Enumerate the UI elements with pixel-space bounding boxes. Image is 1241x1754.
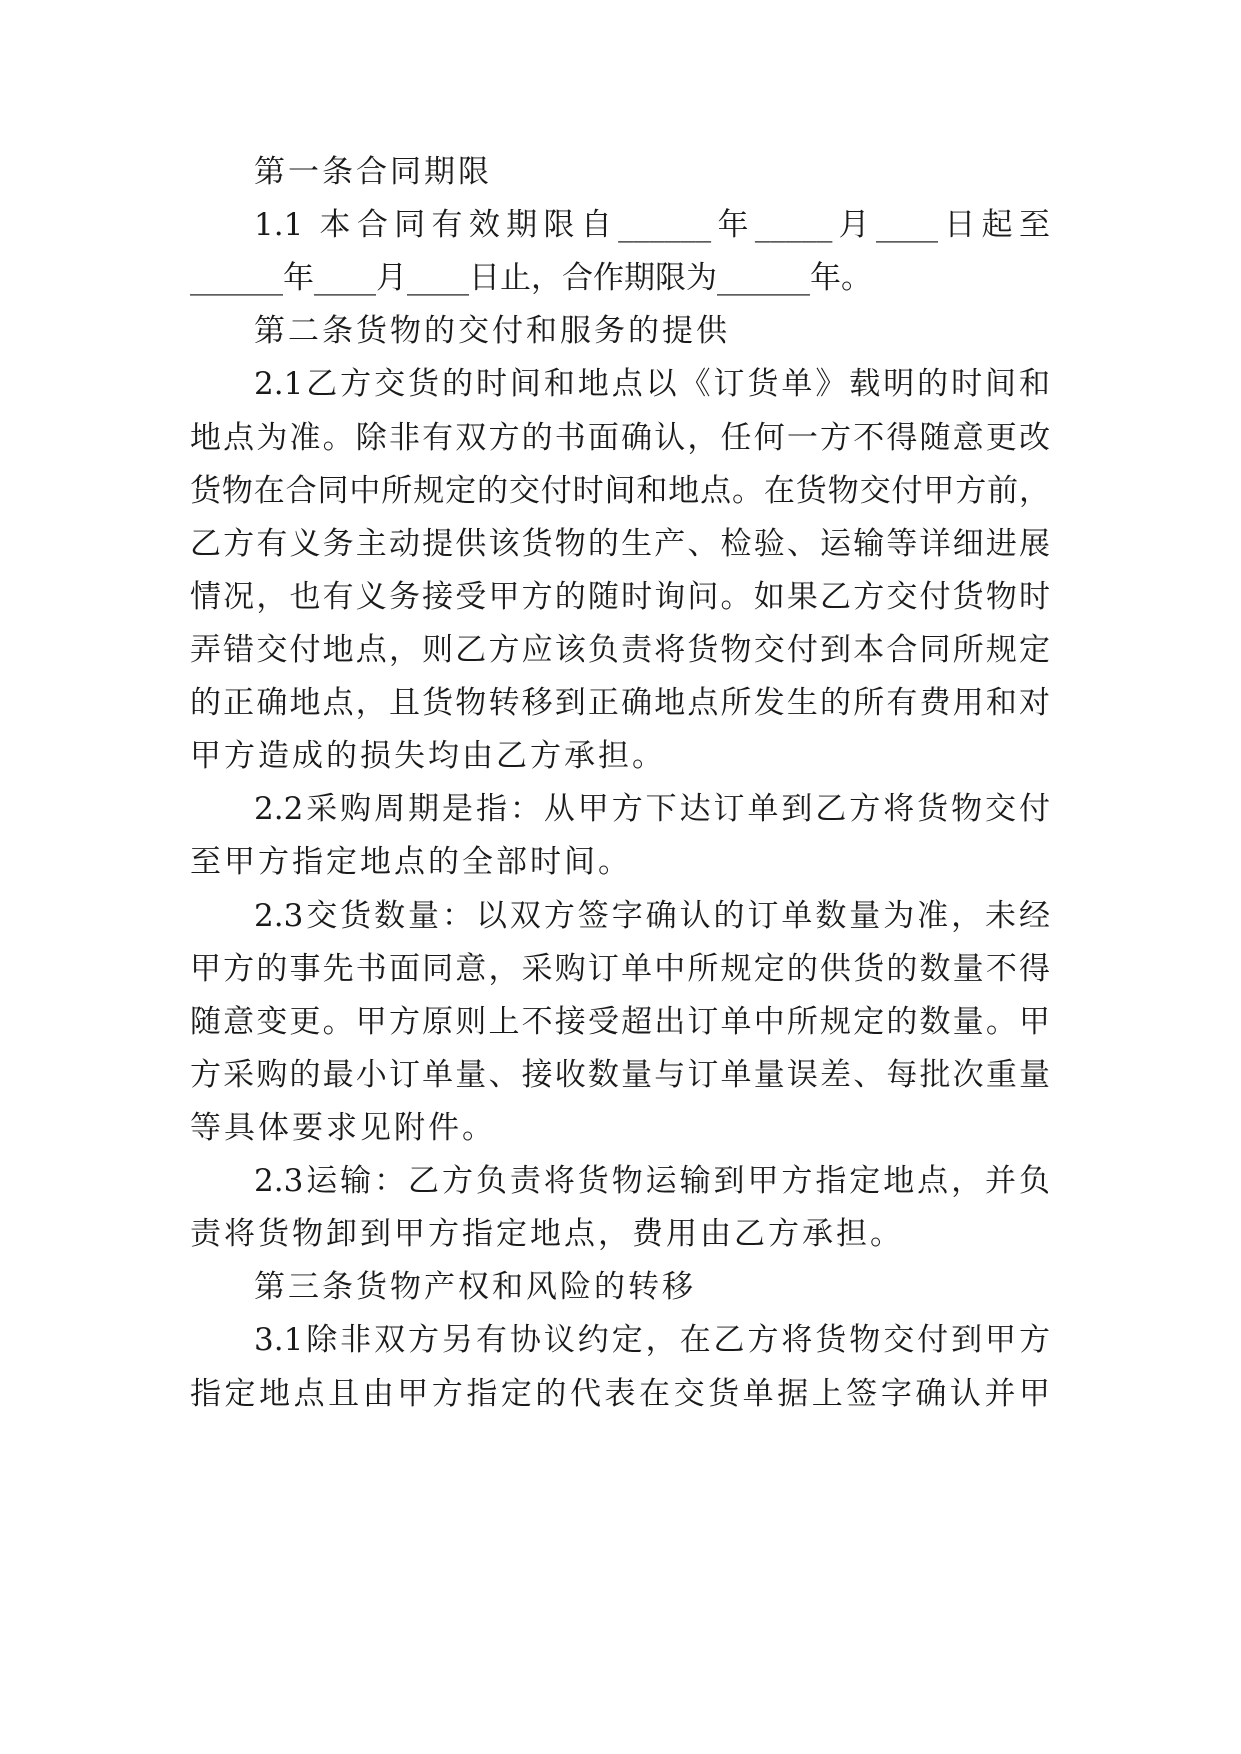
paragraph-line: 的正确地点，且货物转移到正确地点所发生的所有费用和对 [190,685,1050,721]
paragraph-line: 随意变更。甲方原则上不接受超出订单中所规定的数量。甲 [190,1004,1050,1040]
paragraph-line: 3.1除非双方另有协议约定，在乙方将货物交付到甲方 [254,1322,1050,1358]
paragraph-line: 地点为准。除非有双方的书面确认，任何一方不得随意更改 [190,420,1050,456]
paragraph-line: 货物在合同中所规定的交付时间和地点。在货物交付甲方前， [190,473,1050,509]
paragraph-line: 2.3交货数量：以双方签字确认的订单数量为准，未经 [254,898,1050,934]
paragraph-line: 方采购的最小订单量、接收数量与订单量误差、每批次重量 [190,1057,1050,1093]
article-heading-3: 第三条货物产权和风险的转移 [254,1269,696,1305]
paragraph-line: 2.3运输：乙方负责将货物运输到甲方指定地点，并负 [254,1163,1050,1199]
paragraph-line: 2.1乙方交货的时间和地点以《订货单》载明的时间和 [254,366,1050,402]
paragraph-line: ______年____月____日止，合作期限为______年。 [190,260,872,296]
paragraph-line: 情况，也有义务接受甲方的随时询问。如果乙方交付货物时 [190,579,1050,615]
paragraph-line: 责将货物卸到甲方指定地点，费用由乙方承担。 [190,1216,904,1252]
article-heading-2: 第二条货物的交付和服务的提供 [254,313,730,349]
article-heading-1: 第一条合同期限 [254,154,492,190]
paragraph-line: 1.1 本合同有效期限自______年_____月____日起至 [254,207,1050,243]
paragraph-line: 指定地点且由甲方指定的代表在交货单据上签字确认并甲 [190,1376,1050,1412]
paragraph-line: 甲方造成的损失均由乙方承担。 [190,738,666,774]
paragraph-line: 乙方有义务主动提供该货物的生产、检验、运输等详细进展 [190,526,1050,562]
paragraph-line: 甲方的事先书面同意，采购订单中所规定的供货的数量不得 [190,951,1050,987]
paragraph-line: 等具体要求见附件。 [190,1110,496,1146]
paragraph-line: 弄错交付地点，则乙方应该负责将货物交付到本合同所规定 [190,632,1050,668]
paragraph-line: 至甲方指定地点的全部时间。 [190,844,632,880]
paragraph-line: 2.2采购周期是指：从甲方下达订单到乙方将货物交付 [254,791,1050,827]
